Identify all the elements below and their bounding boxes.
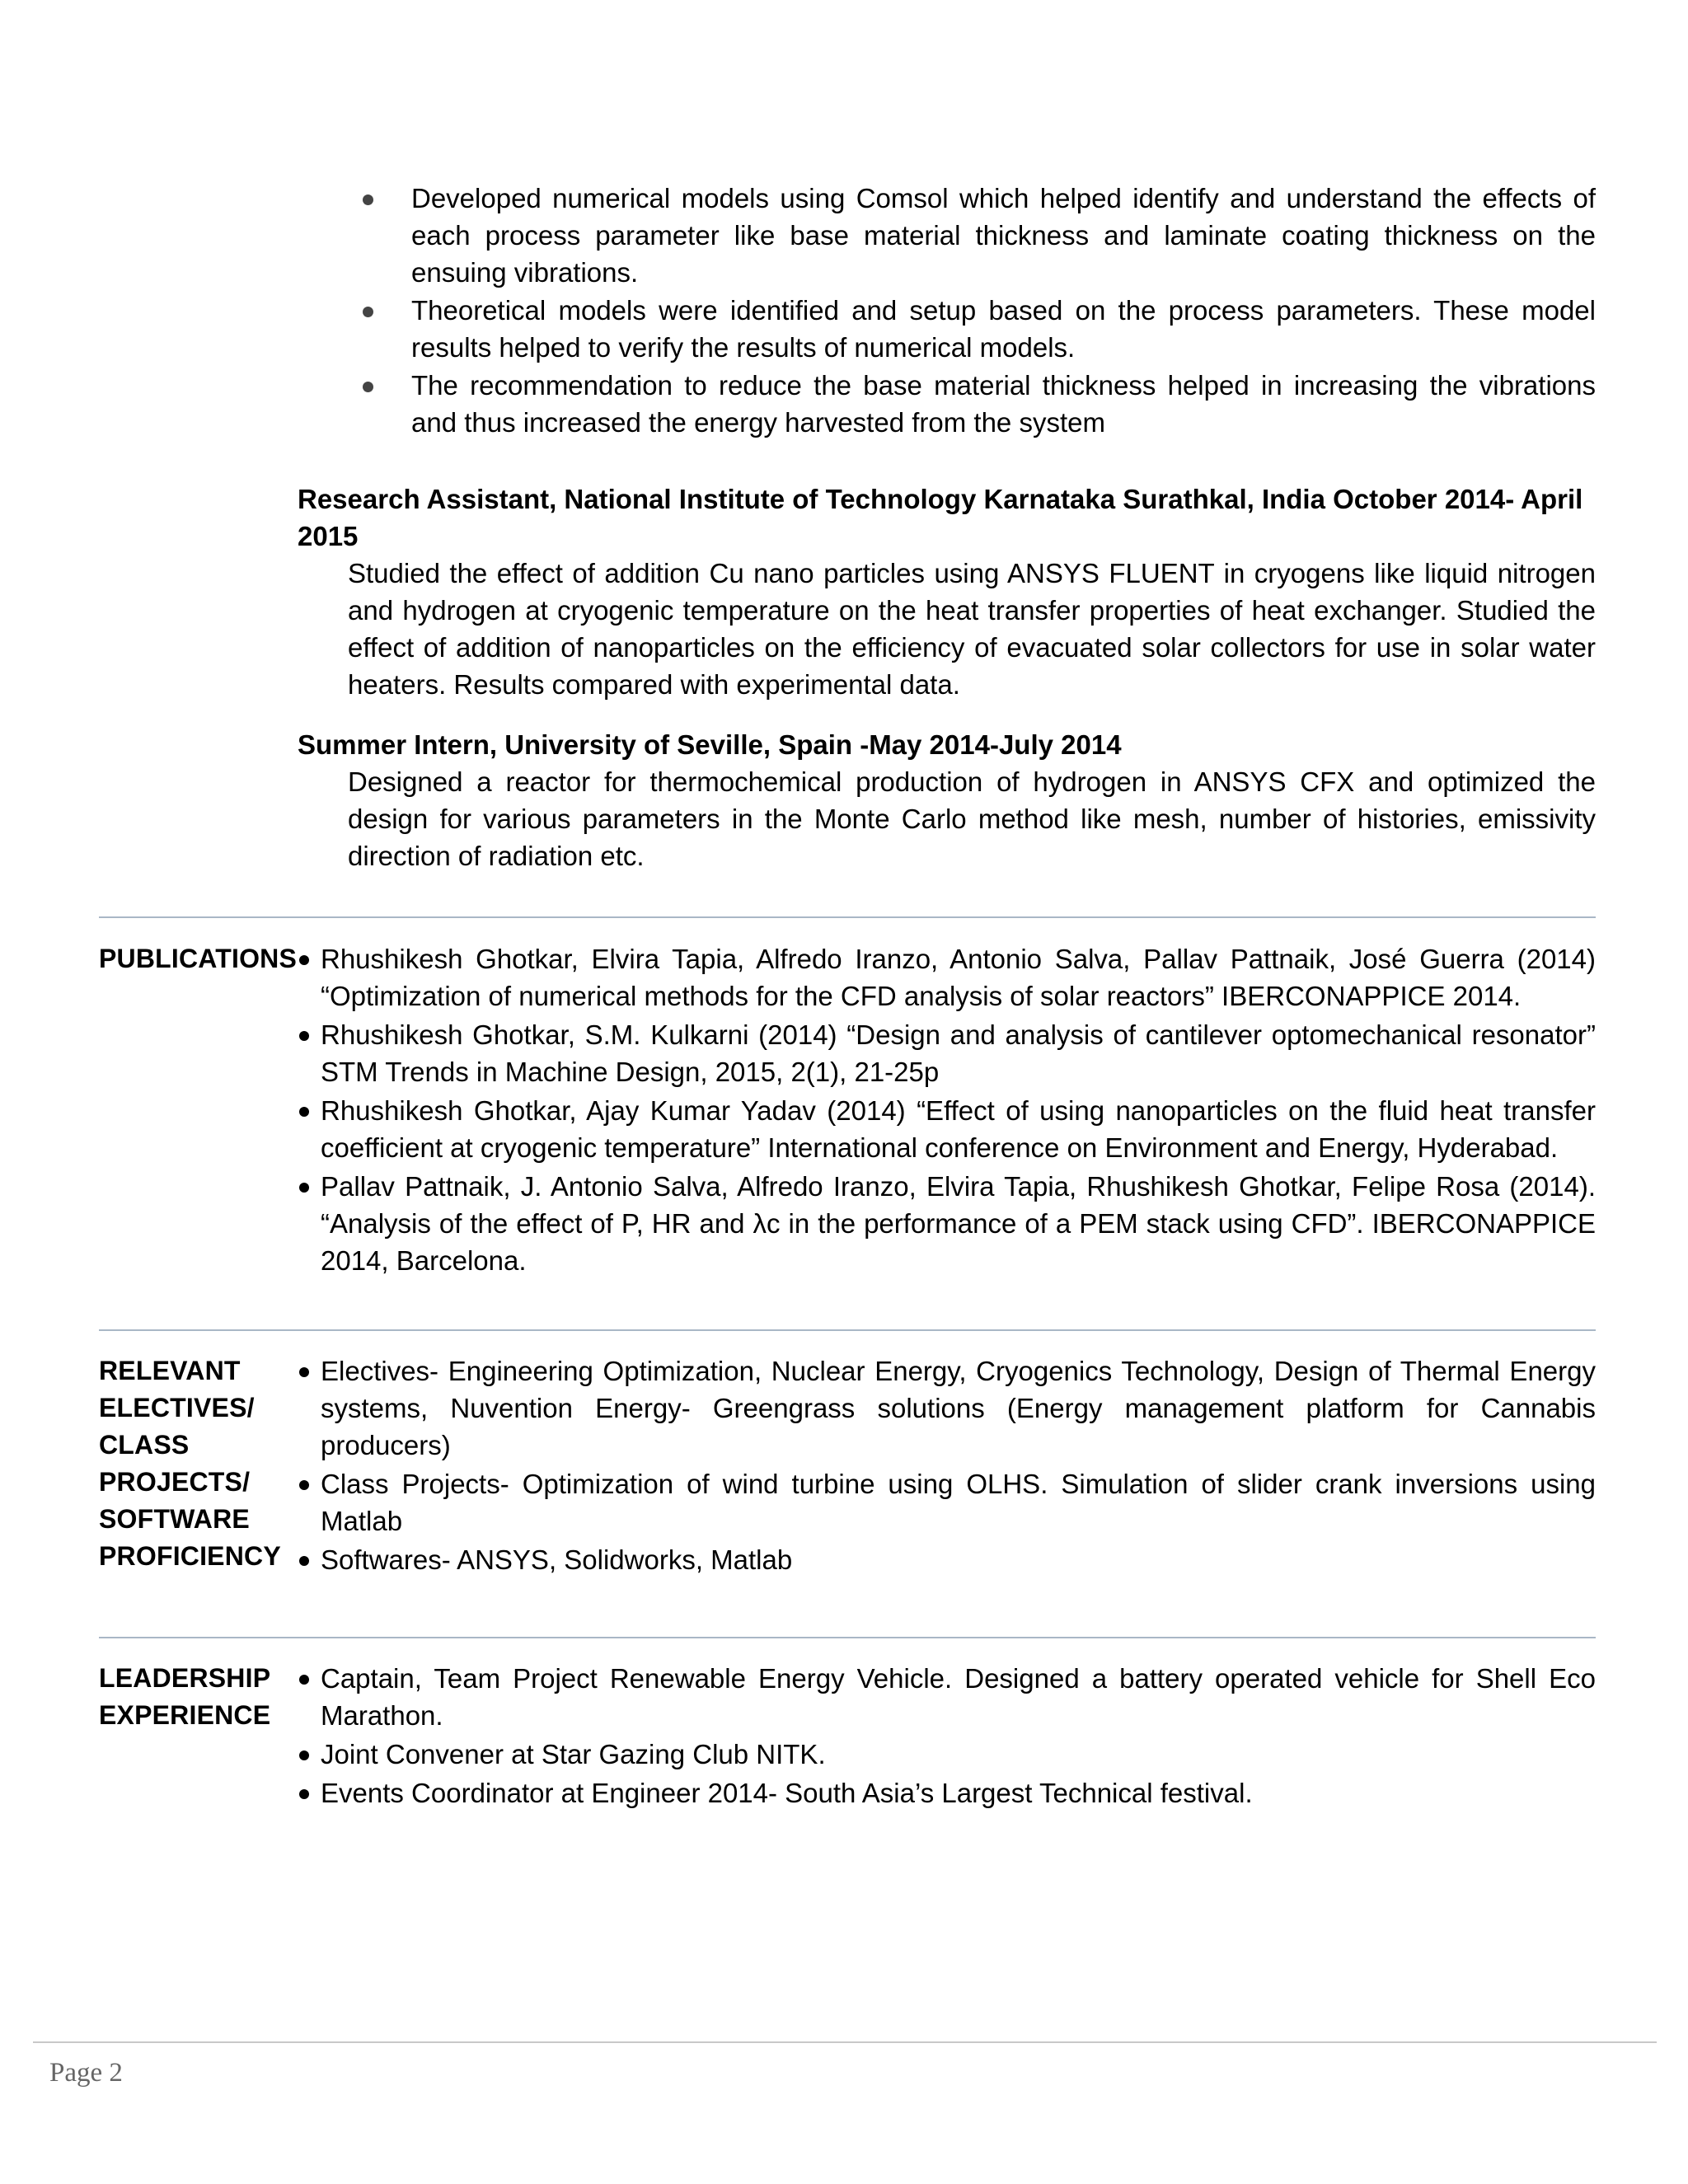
list-item: Captain, Team Project Renewable Energy Vehicle. Designed a battery operated vehicle for Shell Eco Marathon. xyxy=(298,1660,1596,1734)
bullet-icon xyxy=(299,1367,309,1377)
bullet-icon xyxy=(299,1750,309,1760)
footer-divider xyxy=(33,2041,1657,2043)
electives-list xyxy=(298,1352,1596,1580)
leadership-heading: LEADERSHIP EXPERIENCE xyxy=(99,1663,271,1730)
bullet-icon xyxy=(299,1675,309,1685)
bullet-icon xyxy=(363,194,373,205)
list-item: Softwares- ANSYS, Solidworks, Matlab xyxy=(298,1541,1596,1578)
bullet-icon xyxy=(299,1789,309,1799)
list-item: Rhushikesh Ghotkar, Ajay Kumar Yadav (2014) “Effect of using nanoparticles on the fluid heat transfer coefficient at cryogenic temperature” International conference on Environment and Energy, Hyderabad. xyxy=(298,1092,1596,1166)
leadership-list xyxy=(298,1660,1596,1813)
bullet-icon xyxy=(299,1107,309,1117)
list-item: Electives- Engineering Optimization, Nuclear Energy, Cryogenics Technology, Design of Thermal Energy systems, Nuvention Energy- Greengrass solutions (Energy management platform for Cannabis producers) xyxy=(298,1352,1596,1464)
bullet-icon xyxy=(299,955,309,965)
list-item: Class Projects- Optimization of wind turbine using OLHS. Simulation of slider crank inversions using Matlab xyxy=(298,1465,1596,1540)
bullet-icon xyxy=(363,382,373,392)
experience-bullet-list xyxy=(363,180,1596,442)
bullet-icon xyxy=(299,1480,309,1490)
section-divider xyxy=(99,1329,1596,1331)
list-item: Events Coordinator at Engineer 2014- South Asia’s Largest Technical festival. xyxy=(298,1774,1596,1811)
list-item: Rhushikesh Ghotkar, Elvira Tapia, Alfredo Iranzo, Antonio Salva, Pallav Pattnaik, José Guerra (2014) “Optimization of numerical methods for the CFD analysis of solar reactors” IBERCONAPPICE 2014. xyxy=(298,940,1596,1015)
summer-intern-description: Designed a reactor for thermochemical production of hydrogen in ANSYS CFX and optimized the design for various parameters in the Monte Carlo method like mesh, number of histories, emissivity direction of radiation etc. xyxy=(348,766,1596,871)
list-item: Theoretical models were identified and setup based on the process parameters. These model results helped to verify the results of numerical models. xyxy=(363,292,1596,366)
list-item: Pallav Pattnaik, J. Antonio Salva, Alfredo Iranzo, Elvira Tapia, Rhushikesh Ghotkar, Felipe Rosa (2014). “Analysis of the effect of P, HR and λc in the performance of a PEM stack using CFD”. IBERCONAPPICE 2014, Barcelona. xyxy=(298,1168,1596,1279)
list-item: Rhushikesh Ghotkar, S.M. Kulkarni (2014) “Design and analysis of cantilever optomechanical resonator” STM Trends in Machine Design, 2015, 2(1), 21-25p xyxy=(298,1016,1596,1090)
bullet-icon xyxy=(299,1031,309,1041)
section-divider xyxy=(99,1637,1596,1638)
bullet-icon xyxy=(299,1556,309,1566)
summer-intern-title: Summer Intern, University of Seville, Spain -May 2014-July 2014 xyxy=(298,729,1122,760)
publications-heading: PUBLICATIONS xyxy=(99,944,298,973)
section-divider xyxy=(99,916,1596,918)
list-item: Developed numerical models using Comsol which helped identify and understand the effects of each process parameter like base material thickness and laminate coating thickness on the ensuing vibrations. xyxy=(363,180,1596,291)
bullet-icon xyxy=(299,1183,309,1193)
electives-heading: RELEVANT ELECTIVES/ CLASS PROJECTS/ SOFTWARE PROFICIENCY xyxy=(99,1356,281,1571)
research-assistant-title: Research Assistant, National Institute of Technology Karnataka Surathkal, India October 2014- April 2015 xyxy=(298,484,1583,551)
list-item: The recommendation to reduce the base material thickness helped in increasing the vibrations and thus increased the energy harvested from the system xyxy=(363,367,1596,441)
bullet-icon xyxy=(363,307,373,317)
publications-list xyxy=(298,940,1596,1281)
list-item: Joint Convener at Star Gazing Club NITK. xyxy=(298,1736,1596,1773)
page-number: Page 2 xyxy=(49,2058,123,2088)
research-assistant-description: Studied the effect of addition Cu nano particles using ANSYS FLUENT in cryogens like liquid nitrogen and hydrogen at cryogenic temperature on the heat transfer properties of heat exchanger. Studied the effect of addition of nanoparticles on the efficiency of evacuated solar collectors for use in solar water heaters. Results compared with experimental data. xyxy=(348,558,1596,700)
